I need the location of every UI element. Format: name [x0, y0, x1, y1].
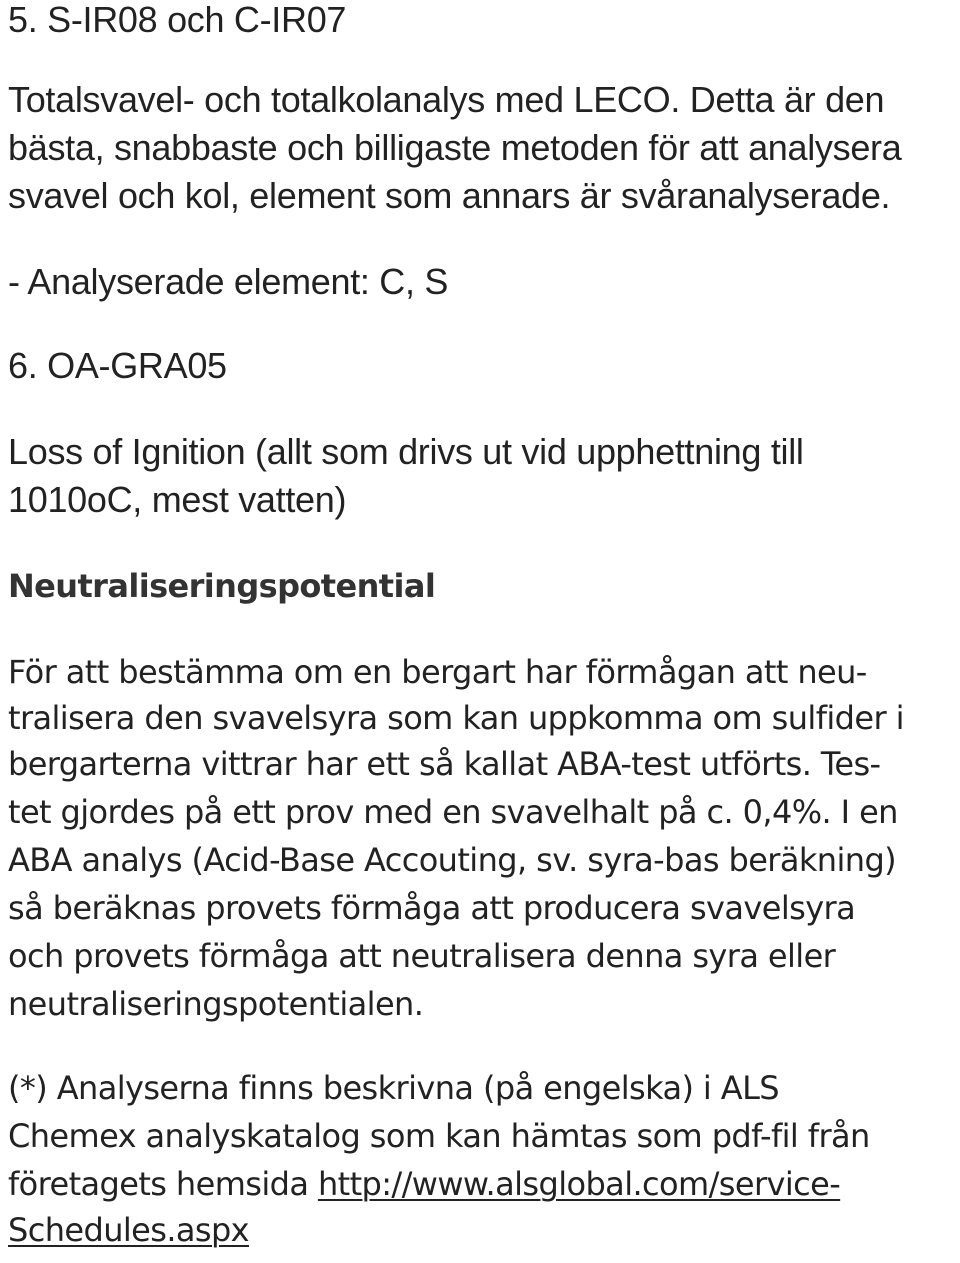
neutralisation-line-3: bergarterna vittrar har ett så kallat ABA-test utförts. Tes- [8, 745, 881, 783]
neutralisation-line-7: och provets förmåga att neutralisera denna syra eller [8, 937, 836, 975]
als-schedules-link-part-1[interactable]: http://www.alsglobal.com/service- [317, 1165, 841, 1203]
section-6-line-1: Loss of Ignition (allt som drivs ut vid upphettning till [8, 431, 804, 472]
neutralisation-line-1: För att bestämma om en bergart har förmågan att neu- [8, 653, 867, 691]
als-schedules-link-part-2[interactable]: Schedules.aspx [8, 1211, 250, 1249]
neutralisation-line-5: ABA analys (Acid-Base Accouting, sv. syra-bas beräkning) [8, 841, 897, 879]
section-5-line-2: bästa, snabbaste och billigaste metoden för att analysera [8, 127, 902, 168]
section-5-elements: - Analyserade element: C, S [8, 261, 449, 302]
footnote-line-4 [8, 1210, 249, 1250]
footnote-line-1: (*) Analyserna finns beskrivna (på engelska) i ALS [8, 1069, 780, 1107]
footnote-line-2: Chemex analyskatalog som kan hämtas som pdf-fil från [8, 1117, 870, 1155]
neutralisation-line-6: så beräknas provets förmåga att producera svavelsyra [8, 889, 856, 927]
neutralisation-line-8: neutraliseringspotentialen. [8, 985, 424, 1023]
neutralisation-line-4: tet gjordes på ett prov med en svavelhalt på c. 0,4%. I en [8, 793, 898, 831]
section-6-heading: 6. OA-GRA05 [8, 345, 227, 386]
section-6-line-2: 1010oC, mest vatten) [8, 479, 347, 520]
section-5-line-1: Totalsvavel- och totalkolanalys med LECO. Detta är den [8, 79, 885, 120]
section-5-heading: 5. S-IR08 och C-IR07 [8, 0, 347, 40]
footnote-line-3 [8, 1164, 840, 1204]
footnote-line-3-prefix: företagets hemsida [8, 1165, 318, 1203]
neutralisation-line-2: tralisera den svavelsyra som kan uppkomma om sulfider i [8, 699, 904, 737]
section-5-line-3: svavel och kol, element som annars är svåranalyserade. [8, 175, 891, 216]
neutralisation-heading: Neutraliseringspotential [8, 567, 436, 605]
